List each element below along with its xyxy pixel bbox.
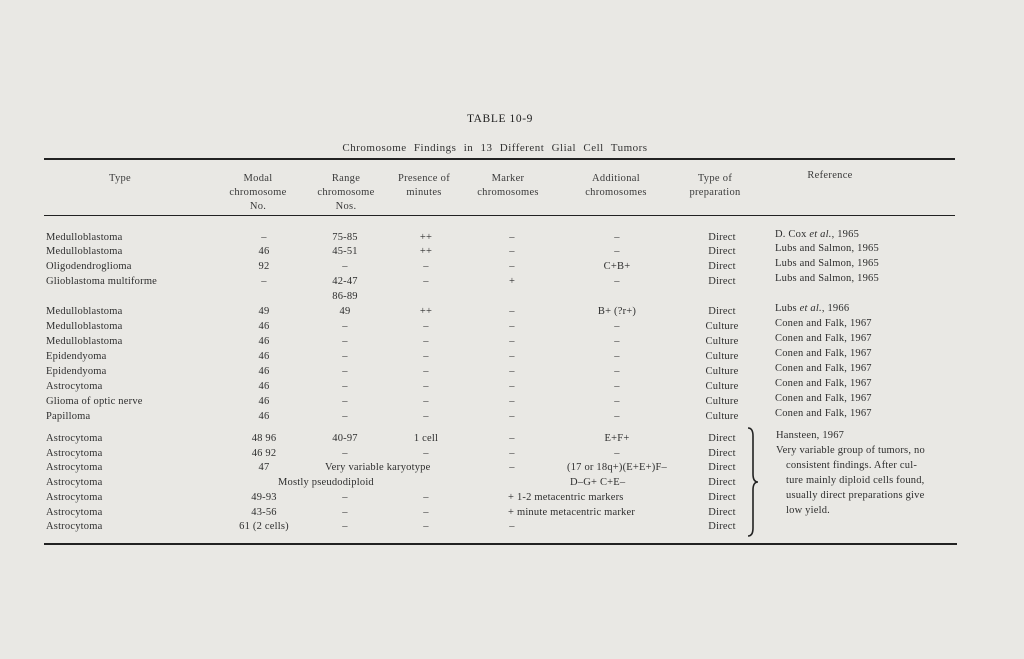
row-prep: Direct: [708, 232, 736, 243]
row-prep: Culture: [705, 411, 739, 422]
row-range: Very variable karyotype: [325, 462, 431, 473]
row-modal: 46: [258, 381, 270, 392]
row-presence: –: [423, 351, 429, 362]
row-reference: Lubs and Salmon, 1965: [775, 243, 879, 254]
row-modal: 92: [258, 261, 270, 272]
reference-note-line: Hansteen, 1967: [776, 430, 845, 441]
row-modal: 46: [258, 351, 270, 362]
row-type: Astrocytoma: [46, 492, 103, 503]
bottom-rule: [44, 543, 957, 545]
row-range: –: [342, 261, 348, 272]
row-modal: 43-56: [251, 507, 277, 518]
row-modal: 46: [258, 246, 270, 257]
row-prep: Direct: [708, 448, 736, 459]
row-marker: –: [509, 381, 515, 392]
row-type: Glioblastoma multiforme: [46, 276, 158, 287]
header-marker: Marker chromosomes: [477, 173, 539, 198]
row-type: Epidendyoma: [46, 351, 107, 362]
reference-note-line: consistent findings. After cul-: [786, 460, 918, 471]
row-prep: Culture: [705, 366, 739, 377]
row-presence: –: [423, 521, 429, 532]
row-marker: –: [509, 396, 515, 407]
row-prep: Culture: [705, 396, 739, 407]
row-prep: Culture: [705, 321, 739, 332]
row-additional: –: [614, 411, 620, 422]
row-reference: Conen and Falk, 1967: [775, 333, 872, 344]
row-prep: Direct: [708, 477, 736, 488]
row-reference: Conen and Falk, 1967: [775, 378, 872, 389]
row-reference: Conen and Falk, 1967: [775, 393, 872, 404]
header-modal: Modal chromosome No.: [229, 173, 287, 212]
row-marker: –: [509, 321, 515, 332]
row-marker: +: [508, 276, 516, 287]
row-range: –: [342, 521, 348, 532]
row-range: –: [342, 381, 348, 392]
row-type: Papilloma: [46, 411, 91, 422]
header-presence: Presence of minutes: [398, 173, 450, 198]
row-range: –: [342, 492, 348, 503]
row-reference: Conen and Falk, 1967: [775, 408, 872, 419]
row-prep: Direct: [708, 246, 736, 257]
row-marker: –: [509, 246, 515, 257]
row-additional: –: [614, 366, 620, 377]
row-range: –: [342, 411, 348, 422]
row-modal: 46: [258, 366, 270, 377]
row-range: –: [342, 396, 348, 407]
row-marker: D–G+ C+E–: [570, 477, 626, 488]
row-range: –: [342, 366, 348, 377]
top-rule: [44, 158, 955, 160]
row-range: 49: [339, 306, 351, 317]
row-prep: Culture: [705, 351, 739, 362]
row-modal: 46 92: [251, 448, 277, 459]
row-marker: –: [509, 521, 515, 532]
row-type: Medulloblastoma: [46, 246, 123, 257]
row-presence: 1 cell: [413, 433, 439, 444]
row-presence: –: [423, 261, 429, 272]
row-presence: –: [423, 492, 429, 503]
row-modal: 47: [258, 462, 270, 473]
row-modal: –: [261, 276, 267, 287]
row-type: Astrocytoma: [46, 381, 103, 392]
row-presence: –: [423, 366, 429, 377]
row-presence: –: [423, 321, 429, 332]
row-range: –: [342, 351, 348, 362]
row-type: Astrocytoma: [46, 448, 103, 459]
row-range: 75-85: [332, 232, 358, 243]
row-type: Glioma of optic nerve: [46, 396, 143, 407]
row-modal: 49: [258, 306, 270, 317]
table-title: TABLE 10-9: [466, 113, 534, 125]
row-range: 42-47: [332, 276, 358, 287]
row-type: Medulloblastoma: [46, 232, 123, 243]
row-prep: Direct: [708, 462, 736, 473]
row-range: –: [342, 321, 348, 332]
row-modal: 46: [258, 411, 270, 422]
row-marker: –: [509, 261, 515, 272]
row-type: Astrocytoma: [46, 477, 103, 488]
header-rule: [44, 215, 955, 216]
reference-note-line: Very variable group of tumors, no: [776, 445, 925, 456]
row-presence: ++: [419, 306, 433, 317]
row-presence: –: [423, 507, 429, 518]
row-presence: –: [423, 276, 429, 287]
row-modal: 49-93: [251, 492, 277, 503]
reference-note-line: usually direct preparations give: [786, 490, 925, 501]
row-additional: –: [614, 351, 620, 362]
row-type: Astrocytoma: [46, 521, 103, 532]
row-marker: –: [509, 433, 515, 444]
reference-note-line: ture mainly diploid cells found,: [786, 475, 925, 486]
header-prep: Type of preparation: [689, 173, 741, 198]
row-additional: B+ (?r+): [597, 306, 637, 317]
row-marker: –: [509, 336, 515, 347]
row-additional: (17 or 18q+)(E+E+)F–: [567, 462, 667, 473]
row-range: 40-97: [332, 433, 358, 444]
row-reference: D. Cox et al., 1965: [775, 229, 860, 240]
row-type: Epidendyoma: [46, 366, 107, 377]
row-reference: Conen and Falk, 1967: [775, 363, 872, 374]
row-type: Medulloblastoma: [46, 306, 123, 317]
row-type: Medulloblastoma: [46, 336, 123, 347]
row-additional: –: [614, 336, 620, 347]
row-modal: 48 96: [251, 433, 277, 444]
row-type: Oligodendroglioma: [46, 261, 132, 272]
row-presence: –: [423, 448, 429, 459]
row-modal: 46: [258, 336, 270, 347]
row-prep: Direct: [708, 276, 736, 287]
row-modal: 46: [258, 321, 270, 332]
row-reference: Lubs et al., 1966: [775, 303, 850, 314]
row-range: 86-89: [332, 291, 358, 302]
row-range: –: [342, 336, 348, 347]
row-marker: –: [509, 448, 515, 459]
row-additional: –: [614, 321, 620, 332]
row-marker: –: [509, 462, 515, 473]
row-additional: –: [614, 276, 620, 287]
header-reference: Reference: [807, 170, 853, 181]
table-subtitle: Chromosome Findings in 13 Different Glial Cell Tumors: [342, 142, 648, 154]
row-marker: –: [509, 366, 515, 377]
reference-note-line: low yield.: [786, 505, 830, 516]
row-reference: Conen and Falk, 1967: [775, 318, 872, 329]
row-type: Astrocytoma: [46, 507, 103, 518]
row-presence: –: [423, 381, 429, 392]
row-presence: –: [423, 396, 429, 407]
row-marker: + minute metacentric marker: [508, 507, 636, 518]
bracket: [745, 426, 759, 538]
row-additional: –: [614, 246, 620, 257]
row-modal: –: [261, 232, 267, 243]
row-type: Medulloblastoma: [46, 321, 123, 332]
row-prep: Culture: [705, 336, 739, 347]
row-additional: –: [614, 232, 620, 243]
row-presence: –: [423, 411, 429, 422]
row-prep: Direct: [708, 261, 736, 272]
row-additional: C+B+: [603, 261, 631, 272]
row-modal: 61 (2 cells): [239, 521, 289, 532]
row-prep: Direct: [708, 492, 736, 503]
row-marker: –: [509, 232, 515, 243]
row-prep: Direct: [708, 507, 736, 518]
row-presence: –: [423, 336, 429, 347]
row-presence: ++: [419, 246, 433, 257]
header-type: Type: [108, 173, 132, 184]
row-reference: Conen and Falk, 1967: [775, 348, 872, 359]
row-reference: Lubs and Salmon, 1965: [775, 258, 879, 269]
row-marker: –: [509, 351, 515, 362]
row-prep: Direct: [708, 521, 736, 532]
row-marker: –: [509, 411, 515, 422]
row-range: –: [342, 507, 348, 518]
header-additional: Additional chromosomes: [585, 173, 647, 198]
row-reference: Lubs and Salmon, 1965: [775, 273, 879, 284]
row-additional: –: [614, 381, 620, 392]
row-prep: Direct: [708, 433, 736, 444]
row-marker: –: [509, 306, 515, 317]
row-marker: + 1-2 metacentric markers: [508, 492, 624, 503]
row-range: –: [342, 448, 348, 459]
row-additional: –: [614, 396, 620, 407]
row-modal: Mostly pseudodiploid: [278, 477, 374, 488]
row-range: 45-51: [332, 246, 358, 257]
row-type: Astrocytoma: [46, 433, 103, 444]
row-additional: –: [614, 448, 620, 459]
row-type: Astrocytoma: [46, 462, 103, 473]
row-prep: Direct: [708, 306, 736, 317]
row-additional: E+F+: [604, 433, 630, 444]
header-range: Range chromosome Nos.: [317, 173, 375, 212]
row-prep: Culture: [705, 381, 739, 392]
row-modal: 46: [258, 396, 270, 407]
row-presence: ++: [419, 232, 433, 243]
